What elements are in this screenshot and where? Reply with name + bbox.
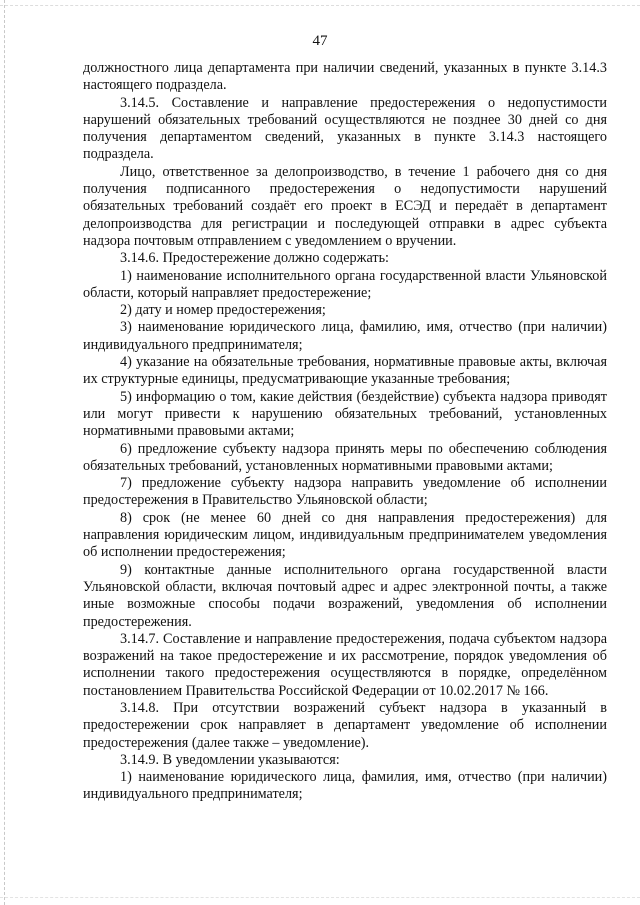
paragraph-3-14-5: 3.14.5. Составление и направление предостережения о недопустимости нарушений обязательных требований осуществляются не позднее 30 дней со дня получения департаментом сведений, указанных в пункте 3.14.3 настоящего подраздела. <box>83 94 607 163</box>
scan-border-top <box>0 5 640 7</box>
list-item-4: 4) указание на обязательные требования, нормативные правовые акты, включая их структурные единицы, предусматривающие указанные требования; <box>83 354 607 388</box>
document-body <box>83 60 607 804</box>
paragraph-records-officer: Лицо, ответственное за делопроизводство, в течение 1 рабочего дня со дня получения подписанного предостережения о недопустимости нарушений обязательных требований создаёт его проект в ЕСЭД и передаёт в департамент делопроизводства для регистрации и последующей отправки в адрес субъекта надзора почтовым отправлением с уведомлением о вручении. <box>83 163 607 249</box>
list-item-5: 5) информацию о том, какие действия (бездействие) субъекта надзора приводят или могут привести к нарушению обязательных требований, установленных нормативными правовыми актами; <box>83 388 607 440</box>
paragraph-3-14-7: 3.14.7. Составление и направление предостережения, подача субъектом надзора возражений на такое предостережение и их рассмотрение, порядок уведомления об исполнении такого предостережения осуществляются в порядке, определённом постановлением Правительства Российской Федерации от 10.02.2017 № 166. <box>83 630 607 699</box>
list-item-6: 6) предложение субъекту надзора принять меры по обеспечению соблюдения обязательных требований, установленных нормативными правовыми актами; <box>83 440 607 474</box>
paragraph-3-14-8: 3.14.8. При отсутствии возражений субъект надзора в указанный в предостережении срок направляет в департамент уведомление об исполнении предостережения (далее также – уведомление). <box>83 699 607 751</box>
paragraph-continuation: должностного лица департамента при наличии сведений, указанных в пункте 3.14.3 настоящего подраздела. <box>83 60 607 94</box>
page-number: 47 <box>312 33 328 49</box>
paragraph-3-14-6: 3.14.6. Предостережение должно содержать: <box>120 250 389 267</box>
list-item-9: 9) контактные данные исполнительного органа государственной власти Ульяновской области, включая почтовый адрес и адрес электронной почты, а также иные возможные способы подачи возражений, уведомления об исполнении предостережения. <box>83 561 607 630</box>
notice-list-item-1: 1) наименование юридического лица, фамилия, имя, отчество (при наличии) индивидуального предпринимателя; <box>83 769 607 803</box>
scan-border-left <box>4 0 6 905</box>
list-item-1: 1) наименование исполнительного органа государственной власти Ульяновской области, который направляет предостережение; <box>83 267 607 301</box>
list-item-7: 7) предложение субъекту надзора направить уведомление об исполнении предостережения в Правительство Ульяновской области; <box>83 475 607 509</box>
list-item-2: 2) дату и номер предостережения; <box>120 302 326 319</box>
list-item-8: 8) срок (не менее 60 дней со дня направления предостережения) для направления юридическим лицом, индивидуальным предпринимателем уведомления об исполнении предостережения; <box>83 509 607 561</box>
list-item-3: 3) наименование юридического лица, фамилию, имя, отчество (при наличии) индивидуального предпринимателя; <box>83 319 607 353</box>
paragraph-3-14-9: 3.14.9. В уведомлении указываются: <box>120 751 340 768</box>
scan-border-bottom <box>0 897 640 899</box>
